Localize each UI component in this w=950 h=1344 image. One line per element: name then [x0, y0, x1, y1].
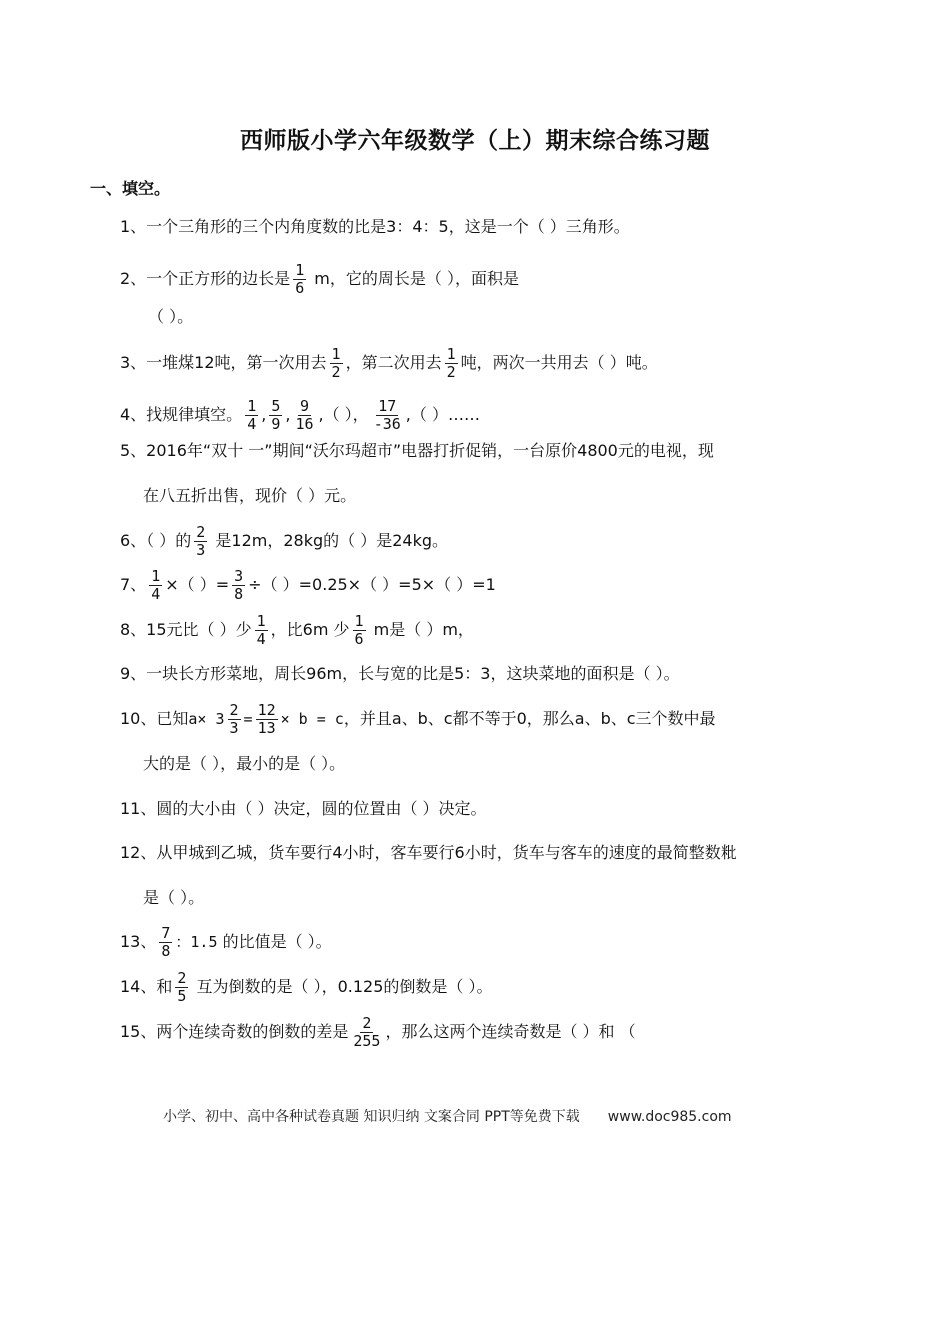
- fraction: $\frac{17}{-36}$: [373, 397, 401, 433]
- fraction: $\frac{3}{8}$: [234, 567, 244, 603]
- question-14: 14、和 $\frac{2}{5}$ 互为倒数的是（ ），0.125的倒数是（ ）。: [120, 969, 493, 1005]
- fraction: $\frac{1}{6}$: [295, 261, 305, 297]
- question-5: 5、2016年“双十 一”期间“沃尔玛超市”电器打折促销，一台原价4800元的电视，现: [120, 441, 714, 460]
- fraction: $\frac{1}{4}$: [151, 567, 161, 603]
- question-8: 8、15元比（ ）少 $\frac{1}{4}$ ，比6m 少 $\frac{1}{6}$ m是（ ）m，: [120, 612, 474, 648]
- fraction: $\frac{9}{16}$: [295, 397, 314, 433]
- footer: [163, 1106, 732, 1126]
- page-title: 西师版小学六年级数学（上）期末综合练习题: [240, 127, 710, 154]
- fraction: $\frac{1}{4}$: [256, 612, 266, 648]
- question-4: 4、找规律填空。 $\frac{1}{4}$ , $\frac{5}{9}$ , $\frac{9}{16}$ ,（ ）， $\frac{17}{-36}$ ,（ ）……: [120, 397, 480, 433]
- footer-text: 小学、初中、高中各种试卷真题 知识归纳 文案合同 PPT等免费下载: [163, 1109, 580, 1125]
- fraction: $\frac{2}{5}$: [177, 969, 187, 1005]
- question-12: 12、从甲城到乙城，货车要行4小时，客车要行6小时，货车与客车的速度的最简整数粃: [120, 843, 737, 862]
- fraction: $\frac{1}{2}$: [331, 345, 341, 381]
- question-7: 7、 $\frac{1}{4}$ ×（ ）= $\frac{3}{8}$ ÷（ ）=0.25×（ ）=5×（ ）=1: [120, 567, 496, 603]
- fraction: $\frac{1}{6}$: [354, 612, 364, 648]
- fraction: $\frac{12}{13}$: [257, 701, 276, 737]
- question-12-continued: 是（ ）。: [143, 888, 205, 907]
- fraction: $\frac{7}{8}$: [161, 924, 171, 960]
- question-5-continued: 在八五折出售，现价（ ）元。: [143, 486, 357, 505]
- question-10-continued: 大的是（ ），最小的是（ ）。: [143, 754, 346, 773]
- question-1: 1、一个三角形的三个内角度数的比是3：4：5，这是一个（ ）三角形。: [120, 217, 630, 236]
- fraction: $\frac{1}{2}$: [446, 345, 456, 381]
- question-13: 13、 $\frac{7}{8}$ ：1.5 的比值是（ ）。: [120, 924, 332, 960]
- question-6: 6、（ ）的 $\frac{2}{3}$ 是12m，28kg的（ ）是24kg。: [120, 523, 448, 559]
- fraction: $\frac{5}{9}$: [271, 397, 281, 433]
- question-11: 11、圆的大小由（ ）决定，圆的位置由（ ）决定。: [120, 799, 487, 818]
- question-3: 3、一堆煤12吨，第一次用去 $\frac{1}{2}$ ，第二次用去 $\frac{1}{2}$ 吨，两次一共用去（ ）吨。: [120, 345, 658, 381]
- question-9: 9、一块长方形菜地，周长96m，长与宽的比是5：3，这块菜地的面积是（ ）。: [120, 664, 680, 683]
- fraction: $\frac{2}{255}$: [353, 1014, 381, 1050]
- question-2-continued: （ ）。: [148, 307, 194, 326]
- footer-link[interactable]: www.doc985.com: [607, 1109, 732, 1125]
- section-heading: 一、填空。: [90, 179, 171, 198]
- fraction: $\frac{2}{3}$: [229, 701, 239, 737]
- question-10: 10、已知a× 3 $\frac{2}{3}$ = $\frac{12}{13}$ × b = c，并且a、b、c都不等于0，那么a、b、c三个数中最: [120, 701, 716, 737]
- fraction: $\frac{2}{3}$: [196, 523, 206, 559]
- question-15: 15、两个连续奇数的倒数的差是 $\frac{2}{255}$ ，那么这两个连续奇数是（ ）和 （: [120, 1014, 636, 1050]
- fraction: $\frac{1}{4}$: [247, 397, 257, 433]
- question-2: 2、一个正方形的边长是 $\frac{1}{6}$ m，它的周长是（ ），面积是: [120, 261, 519, 297]
